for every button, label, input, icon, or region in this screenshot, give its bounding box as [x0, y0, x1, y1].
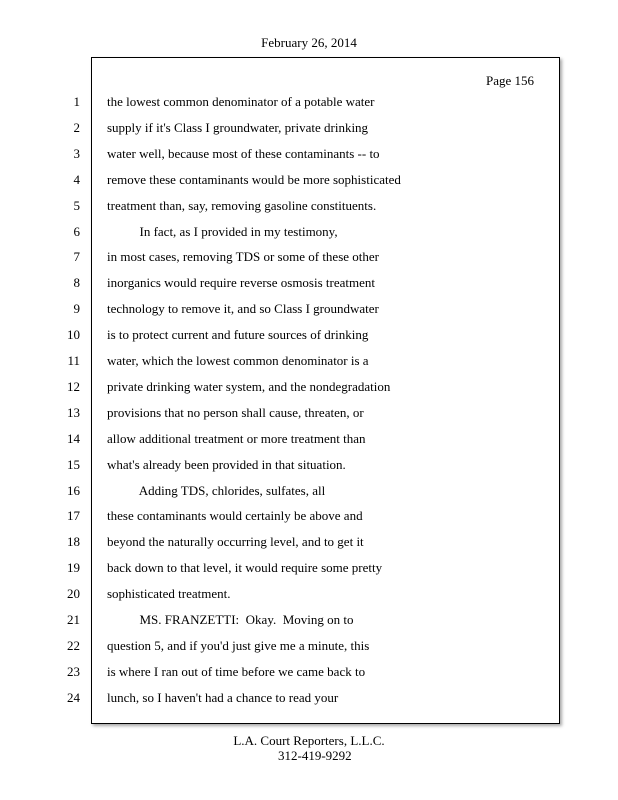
- transcript-line: these contaminants would certainly be above and: [107, 508, 363, 523]
- line-number: 15: [67, 457, 80, 472]
- transcript-line: supply if it's Class I groundwater, private drinking: [107, 120, 369, 135]
- line-number: 21: [67, 612, 80, 627]
- footer-phone: 312-419-9292: [278, 748, 352, 763]
- transcript-line: allow additional treatment or more treatment than: [107, 431, 366, 446]
- line-number: 2: [73, 120, 80, 135]
- line-number: 20: [67, 586, 80, 601]
- transcript-line: technology to remove it, and so Class I groundwater: [107, 301, 379, 316]
- line-number: 1: [73, 94, 80, 109]
- line-number: 13: [67, 405, 80, 420]
- line-number: 12: [67, 379, 80, 394]
- line-number: 4: [73, 172, 80, 187]
- header-date: February 26, 2014: [261, 35, 357, 50]
- transcript-line: is where I ran out of time before we came back to: [107, 664, 366, 679]
- line-number: 16: [67, 483, 80, 498]
- transcript-line: lunch, so I haven't had a chance to read your: [107, 690, 339, 705]
- transcript-line: sophisticated treatment.: [107, 586, 231, 601]
- transcript-line: provisions that no person shall cause, threaten, or: [107, 405, 364, 420]
- line-number: 23: [67, 664, 80, 679]
- transcript-line: treatment than, say, removing gasoline constituents.: [107, 198, 377, 213]
- line-number: 5: [73, 198, 80, 213]
- transcript-line: In fact, as I provided in my testimony,: [107, 224, 338, 239]
- transcript-line: back down to that level, it would require some pretty: [107, 560, 383, 575]
- line-number: 19: [67, 560, 80, 575]
- line-number: 18: [67, 534, 80, 549]
- transcript-line: private drinking water system, and the nondegradation: [107, 379, 391, 394]
- transcript-line: question 5, and if you'd just give me a minute, this: [107, 638, 370, 653]
- line-number: 8: [73, 275, 80, 290]
- transcript-line: is to protect current and future sources of drinking: [107, 327, 369, 342]
- line-number: 24: [67, 690, 80, 705]
- line-number: 22: [67, 638, 80, 653]
- line-number: 11: [67, 353, 80, 368]
- footer-company: L.A. Court Reporters, L.L.C.: [233, 733, 385, 748]
- transcript-line: water well, because most of these contaminants -- to: [107, 146, 380, 161]
- transcript-line: water, which the lowest common denominator is a: [107, 353, 369, 368]
- line-number: 7: [73, 249, 80, 264]
- transcript-line: beyond the naturally occurring level, and to get it: [107, 534, 364, 549]
- transcript-line: MS. FRANZETTI: Okay. Moving on to: [107, 612, 354, 627]
- line-number: 17: [67, 508, 80, 523]
- line-number: 3: [73, 146, 80, 161]
- transcript-line: what's already been provided in that situation.: [107, 457, 346, 472]
- line-number: 14: [67, 431, 80, 446]
- line-number: 10: [67, 327, 80, 342]
- transcript-line: remove these contaminants would be more sophisticated: [107, 172, 401, 187]
- page-number: Page 156: [486, 73, 535, 88]
- line-number: 9: [73, 301, 80, 316]
- transcript-line: in most cases, removing TDS or some of these other: [107, 249, 379, 264]
- line-number: 6: [73, 224, 80, 239]
- transcript-line: inorganics would require reverse osmosis treatment: [107, 275, 375, 290]
- transcript-line: Adding TDS, chlorides, sulfates, all: [107, 483, 326, 498]
- transcript-line: the lowest common denominator of a potable water: [107, 94, 375, 109]
